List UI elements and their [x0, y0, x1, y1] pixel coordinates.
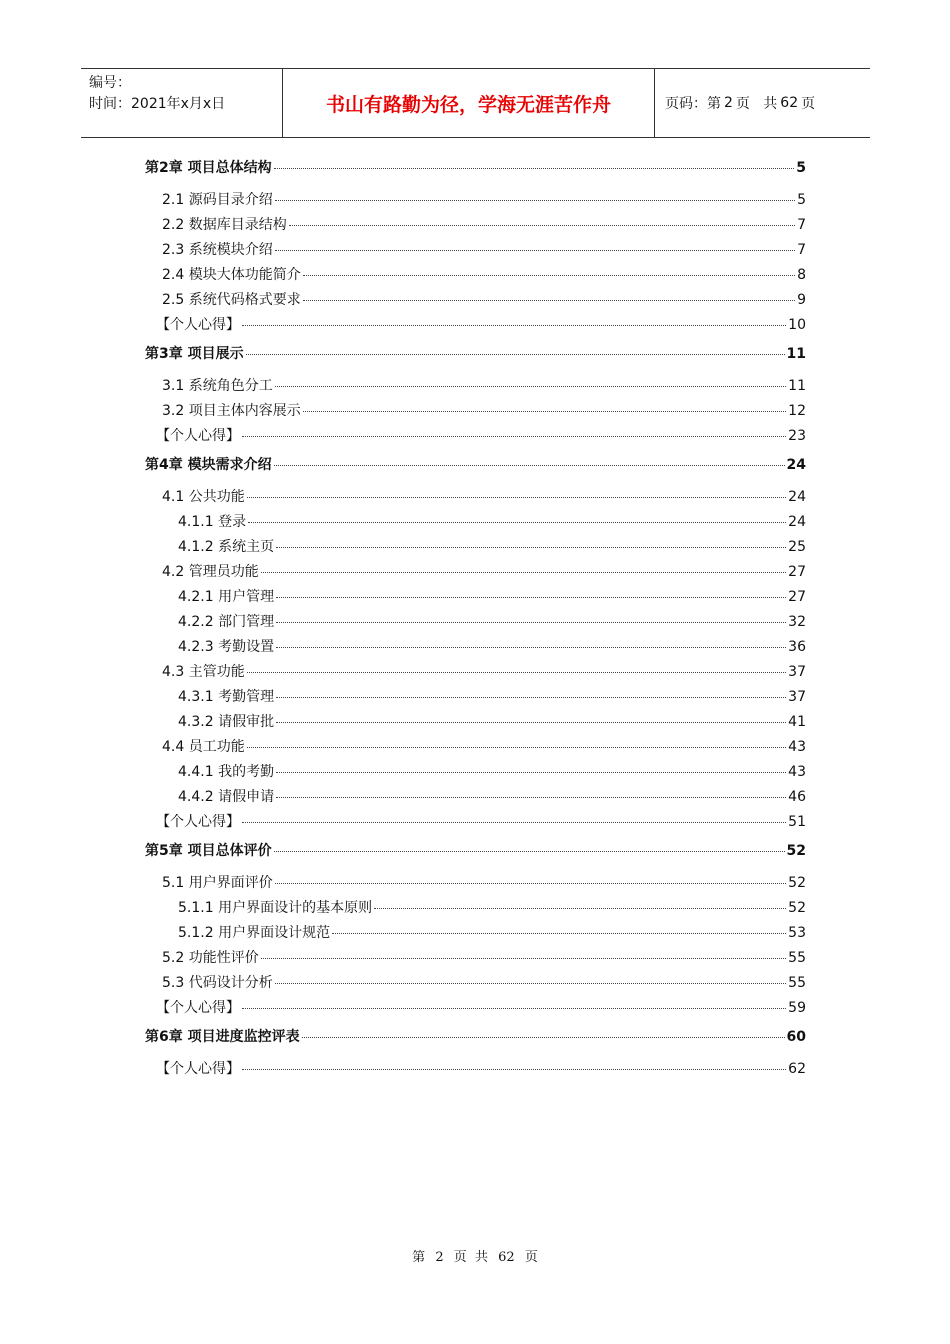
toc-entry-page: 55: [788, 975, 806, 991]
toc-entry-title: 【个人心得】: [156, 317, 240, 333]
toc-entry[interactable]: [145, 427, 806, 446]
toc-dot-leader: [274, 168, 795, 169]
toc-entry-page: 36: [788, 639, 806, 655]
toc-dot-leader: [303, 411, 786, 412]
toc-entry[interactable]: [145, 291, 806, 310]
toc-entry[interactable]: [145, 613, 806, 632]
toc-entry-page: 12: [788, 403, 806, 419]
toc-dot-leader: [303, 300, 795, 301]
toc-entry[interactable]: [145, 241, 806, 260]
toc-entry-title: 5.1.2 用户界面设计规范: [178, 925, 331, 941]
toc-entry[interactable]: [145, 454, 806, 476]
toc-entry-page: 23: [788, 428, 806, 444]
toc-entry-title: 【个人心得】: [156, 1000, 240, 1016]
toc-dot-leader: [246, 354, 785, 355]
toc-entry-title: 2.5 系统代码格式要求: [162, 292, 301, 308]
page-header: [81, 68, 870, 138]
toc-entry-title: 【个人心得】: [156, 428, 240, 444]
toc-dot-leader: [303, 275, 795, 276]
toc-entry[interactable]: [145, 1060, 806, 1079]
toc-entry-title: 4.3.1 考勤管理: [178, 689, 275, 705]
toc-dot-leader: [275, 386, 786, 387]
toc-entry[interactable]: [145, 840, 806, 862]
toc-entry-title: 【个人心得】: [156, 1061, 240, 1077]
toc-entry[interactable]: [145, 788, 806, 807]
toc-entry-title: 5.3 代码设计分析: [162, 975, 273, 991]
footer-prefix: 第: [412, 1250, 426, 1265]
toc-entry-page: 52: [786, 843, 806, 859]
toc-entry[interactable]: [145, 266, 806, 285]
toc-entry-page: 11: [786, 346, 806, 362]
toc-entry-title: 4.4 员工功能: [162, 739, 245, 755]
toc-entry-page: 43: [788, 764, 806, 780]
toc-entry-title: 4.2.1 用户管理: [178, 589, 275, 605]
toc-entry-page: 5: [796, 160, 806, 176]
toc-entry-title: 5.1.1 用户界面设计的基本原则: [178, 900, 373, 916]
footer-suffix: 页: [524, 1250, 538, 1265]
toc-dot-leader: [261, 958, 786, 959]
toc-entry[interactable]: [145, 763, 806, 782]
number-label: 编号：: [89, 75, 131, 91]
header-page-current: 2: [724, 95, 733, 111]
toc-dot-leader: [242, 436, 786, 437]
toc-dot-leader: [261, 572, 786, 573]
toc-entry-title: 第3章 项目展示: [145, 346, 244, 362]
toc-entry-page: 9: [797, 292, 806, 308]
toc-entry[interactable]: [145, 513, 806, 532]
header-meta: [81, 69, 282, 137]
toc-entry-title: 2.4 模块大体功能简介: [162, 267, 301, 283]
toc-entry[interactable]: [145, 663, 806, 682]
toc-dot-leader: [276, 647, 786, 648]
toc-dot-leader: [247, 497, 786, 498]
toc-dot-leader: [275, 200, 795, 201]
toc-entry-page: 10: [788, 317, 806, 333]
toc-entry-page: 27: [788, 589, 806, 605]
toc-entry-page: 37: [788, 689, 806, 705]
toc-entry-page: 8: [797, 267, 806, 283]
toc-entry-title: 第6章 项目进度监控评表: [145, 1029, 300, 1045]
toc-dot-leader: [242, 325, 786, 326]
toc-entry[interactable]: [145, 1026, 806, 1048]
toc-entry[interactable]: [145, 813, 806, 832]
toc-dot-leader: [332, 933, 786, 934]
header-motto: 书山有路勤为径，学海无涯苦作舟: [282, 69, 655, 137]
toc-dot-leader: [276, 772, 786, 773]
toc-entry-page: 55: [788, 950, 806, 966]
toc-entry[interactable]: [145, 377, 806, 396]
toc-entry[interactable]: [145, 688, 806, 707]
toc-entry-page: 60: [786, 1029, 806, 1045]
toc-entry[interactable]: [145, 488, 806, 507]
toc-entry-title: 4.4.2 请假申请: [178, 789, 275, 805]
toc-entry-page: 37: [788, 664, 806, 680]
toc-entry-title: 4.4.1 我的考勤: [178, 764, 275, 780]
toc-entry-title: 4.3 主管功能: [162, 664, 245, 680]
toc-entry-title: 5.2 功能性评价: [162, 950, 259, 966]
toc-entry[interactable]: [145, 738, 806, 757]
toc-entry[interactable]: [145, 563, 806, 582]
toc-entry[interactable]: [145, 899, 806, 918]
toc-dot-leader: [276, 797, 786, 798]
time-label: 时间：2021年x月x日: [89, 96, 226, 112]
toc-entry-page: 7: [797, 242, 806, 258]
header-page-total: 62: [780, 95, 799, 111]
toc-entry-title: 4.1.1 登录: [178, 514, 247, 530]
footer-current-page: 2: [435, 1250, 444, 1265]
toc-dot-leader: [274, 465, 785, 466]
toc-dot-leader: [242, 1069, 786, 1070]
toc-entry[interactable]: [145, 402, 806, 421]
toc-entry-page: 51: [788, 814, 806, 830]
toc-entry-page: 62: [788, 1061, 806, 1077]
toc-entry-page: 24: [786, 457, 806, 473]
toc-dot-leader: [374, 908, 786, 909]
toc-entry[interactable]: [145, 949, 806, 968]
toc-entry-title: 3.1 系统角色分工: [162, 378, 273, 394]
footer-total-pages: 62: [498, 1250, 515, 1265]
page-footer: [0, 1246, 950, 1265]
toc-entry-page: 53: [788, 925, 806, 941]
table-of-contents: [145, 157, 806, 1085]
toc-entry-page: 25: [788, 539, 806, 555]
header-page-suffix: 页: [801, 96, 816, 112]
toc-entry[interactable]: [145, 924, 806, 943]
toc-dot-leader: [276, 597, 786, 598]
toc-entry-title: 2.1 源码目录介绍: [162, 192, 273, 208]
toc-entry[interactable]: [145, 343, 806, 365]
toc-entry-page: 52: [788, 875, 806, 891]
toc-entry-title: 4.1 公共功能: [162, 489, 245, 505]
toc-entry[interactable]: [145, 538, 806, 557]
toc-entry-page: 52: [788, 900, 806, 916]
toc-entry[interactable]: [145, 999, 806, 1018]
toc-dot-leader: [242, 822, 786, 823]
toc-entry-title: 2.3 系统模块介绍: [162, 242, 273, 258]
toc-entry-page: 32: [788, 614, 806, 630]
toc-entry-page: 59: [788, 1000, 806, 1016]
toc-dot-leader: [248, 522, 786, 523]
toc-dot-leader: [275, 250, 795, 251]
toc-entry[interactable]: [145, 874, 806, 893]
toc-entry[interactable]: [145, 191, 806, 210]
toc-entry-page: 46: [788, 789, 806, 805]
toc-dot-leader: [275, 983, 786, 984]
toc-entry-title: 4.2 管理员功能: [162, 564, 259, 580]
toc-entry[interactable]: [145, 713, 806, 732]
toc-dot-leader: [276, 722, 786, 723]
toc-entry-page: 43: [788, 739, 806, 755]
toc-entry[interactable]: [145, 974, 806, 993]
toc-dot-leader: [276, 547, 786, 548]
toc-entry-page: 24: [788, 514, 806, 530]
header-page-info: [655, 69, 870, 137]
toc-entry[interactable]: [145, 316, 806, 335]
toc-entry-title: 第4章 模块需求介绍: [145, 457, 272, 473]
toc-dot-leader: [302, 1037, 785, 1038]
toc-entry-title: 5.1 用户界面评价: [162, 875, 273, 891]
toc-entry[interactable]: [145, 157, 806, 179]
toc-entry-page: 7: [797, 217, 806, 233]
toc-dot-leader: [275, 883, 786, 884]
footer-mid: 页 共: [453, 1250, 488, 1265]
toc-dot-leader: [289, 225, 795, 226]
toc-entry-title: 第5章 项目总体评价: [145, 843, 272, 859]
header-page-prefix: 页码：第: [665, 96, 721, 112]
toc-entry[interactable]: [145, 638, 806, 657]
toc-entry-title: 4.2.3 考勤设置: [178, 639, 275, 655]
toc-entry-title: 4.1.2 系统主页: [178, 539, 275, 555]
toc-entry[interactable]: [145, 588, 806, 607]
toc-entry-title: 【个人心得】: [156, 814, 240, 830]
toc-dot-leader: [276, 697, 786, 698]
toc-entry[interactable]: [145, 216, 806, 235]
toc-entry-page: 41: [788, 714, 806, 730]
toc-entry-page: 27: [788, 564, 806, 580]
toc-entry-title: 第2章 项目总体结构: [145, 160, 272, 176]
toc-entry-title: 3.2 项目主体内容展示: [162, 403, 301, 419]
toc-dot-leader: [247, 672, 786, 673]
toc-dot-leader: [276, 622, 786, 623]
toc-entry-title: 2.2 数据库目录结构: [162, 217, 287, 233]
toc-entry-page: 5: [797, 192, 806, 208]
toc-entry-title: 4.3.2 请假审批: [178, 714, 275, 730]
toc-dot-leader: [247, 747, 786, 748]
toc-entry-page: 11: [788, 378, 806, 394]
header-page-mid: 页 共: [735, 96, 778, 112]
toc-entry-title: 4.2.2 部门管理: [178, 614, 275, 630]
toc-dot-leader: [242, 1008, 786, 1009]
toc-dot-leader: [274, 851, 785, 852]
toc-entry-page: 24: [788, 489, 806, 505]
